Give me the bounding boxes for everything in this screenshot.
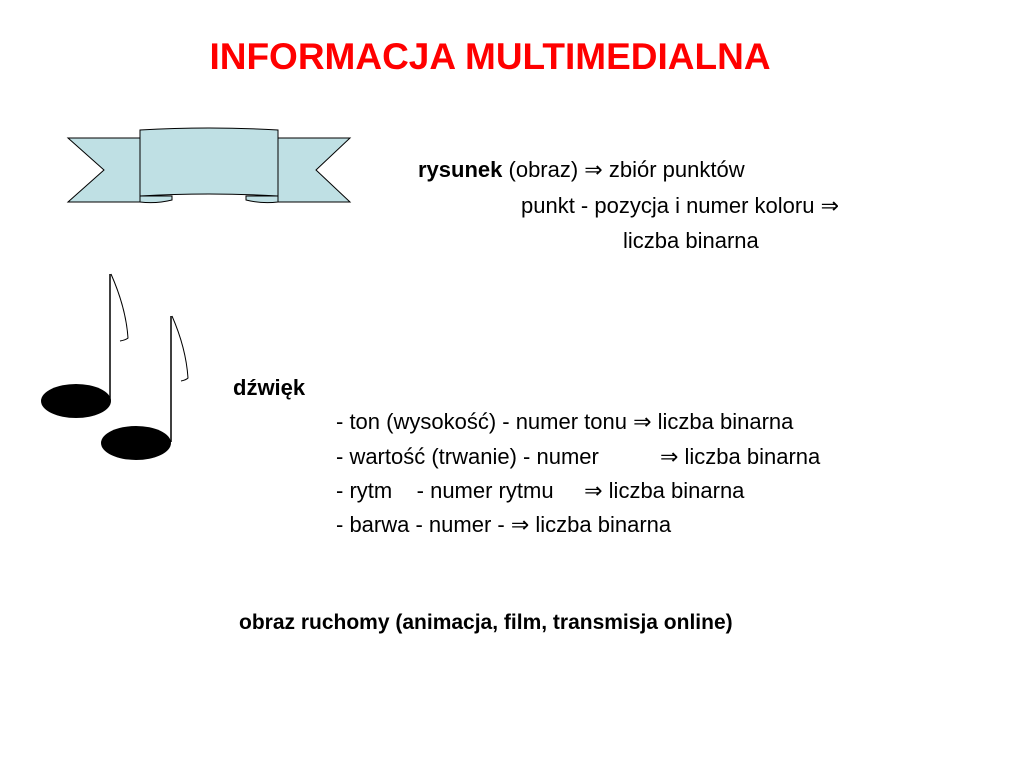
rysunek-line-1-rest: (obraz) ⇒ zbiór punktów — [502, 157, 745, 182]
dzwiek-item-rytm: - rytm - numer rytmu ⇒ liczba binarna — [336, 478, 745, 503]
rysunek-line-3: liczba binarna — [623, 228, 759, 253]
dzwiek-item-ton: - ton (wysokość) - numer tonu ⇒ liczba binarna — [336, 409, 794, 434]
obraz-ruchomy-line: obraz ruchomy (animacja, film, transmisja online) — [239, 611, 733, 634]
dzwiek-item-barwa: - barwa - numer - ⇒ liczba binarna — [336, 512, 672, 537]
dzwiek-term: dźwięk — [233, 375, 306, 400]
dzwiek-item-wartosc: - wartość (trwanie) - numer ⇒ liczba binarna — [336, 444, 821, 469]
rysunek-line-1 — [418, 158, 745, 182]
rysunek-line-2: punkt - pozycja i numer koloru ⇒ — [521, 193, 840, 218]
rysunek-term: rysunek — [418, 157, 503, 182]
music-notes-icon — [38, 268, 198, 468]
slide-title: INFORMACJA MULTIMEDIALNA — [209, 36, 771, 77]
ribbon-banner-icon — [66, 126, 356, 206]
